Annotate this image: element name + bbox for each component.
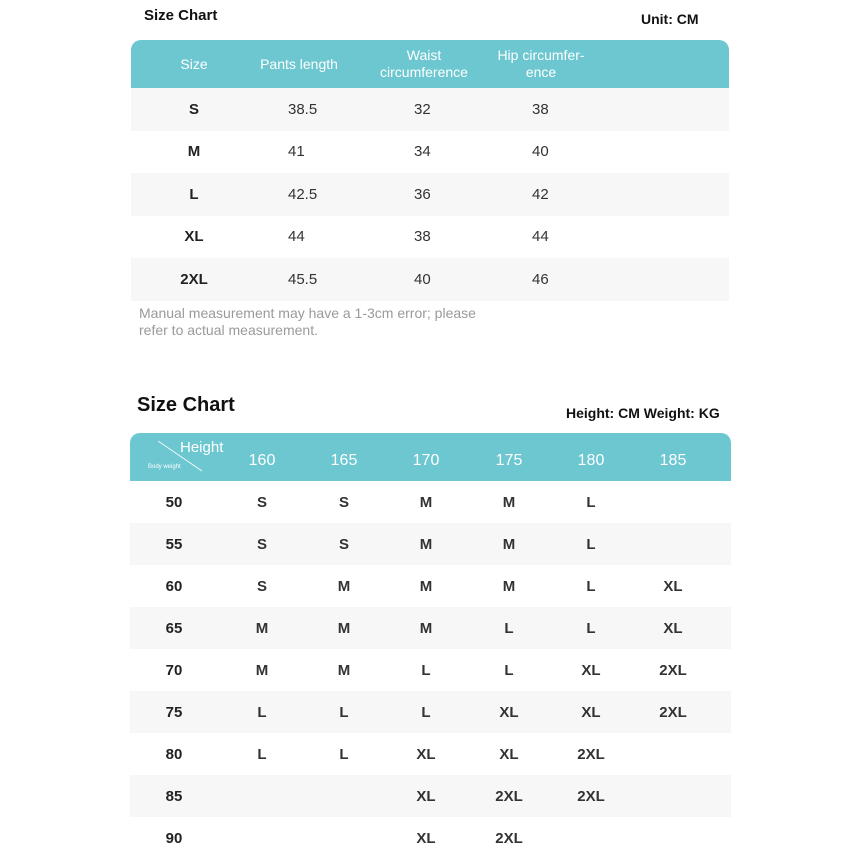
value-cell: 44 — [288, 228, 305, 246]
height-header-cell: 160 — [248, 452, 276, 469]
value-cell: 38 — [414, 228, 431, 246]
size-cell — [643, 523, 703, 565]
size-cell: 2XL — [659, 703, 687, 721]
header-text: Hip circumfer- — [497, 47, 585, 63]
table-row — [130, 565, 731, 607]
size-cell: M — [419, 535, 433, 553]
size-cell — [643, 733, 703, 775]
size-cell: L — [421, 703, 431, 721]
table-row — [131, 258, 729, 301]
size-cell: S — [256, 493, 267, 511]
value-cell: 44 — [532, 228, 549, 246]
height-header-cell: 175 — [495, 452, 523, 469]
size-cell: S — [338, 535, 349, 553]
size-cell: L — [586, 535, 596, 553]
size-cell: M — [419, 577, 433, 595]
table-row — [131, 131, 729, 174]
table-row — [131, 88, 729, 131]
height-header-cell: 180 — [577, 452, 605, 469]
size-cell: S — [338, 493, 349, 511]
value-cell: 32 — [414, 100, 431, 118]
size-cell: 2XL — [495, 829, 523, 847]
size-cell: L — [586, 619, 596, 637]
header-text: Waist — [406, 47, 442, 63]
size-cell: M — [502, 577, 516, 595]
size-cell: 2XL — [495, 787, 523, 805]
size-cell: XL — [663, 577, 683, 595]
size-cell: S — [188, 100, 199, 118]
size-cell: L — [339, 745, 349, 763]
header-cell — [249, 40, 349, 88]
size-cell: L — [189, 185, 199, 203]
size-cell: L — [504, 661, 514, 679]
value-cell: 40 — [532, 143, 549, 161]
size-cell: XL — [581, 661, 601, 679]
note-line: refer to actual measurement. — [139, 322, 318, 338]
corner-label-height: Height — [180, 439, 224, 456]
header-text: Pants length — [260, 55, 338, 72]
weight-cell: 75 — [165, 703, 183, 721]
header-text: Size — [180, 55, 208, 72]
size-cell: M — [419, 493, 433, 511]
unit-label-2: Height: CM Weight: KG — [566, 405, 720, 421]
size-cell: M — [337, 577, 351, 595]
size-cell: S — [256, 535, 267, 553]
size-cell: M — [255, 661, 269, 679]
size-cell: L — [339, 703, 349, 721]
size-cell — [232, 817, 292, 859]
size-cell: XL — [663, 619, 683, 637]
size-cell: XL — [416, 745, 436, 763]
weight-cell: 85 — [165, 787, 183, 805]
size-cell — [643, 481, 703, 523]
weight-cell: 90 — [165, 829, 183, 847]
value-cell: 41 — [288, 143, 305, 161]
size-cell: XL — [499, 703, 519, 721]
weight-cell: 70 — [165, 661, 183, 679]
size-cell: M — [187, 143, 201, 161]
weight-cell: 50 — [165, 493, 183, 511]
value-cell: 42 — [532, 185, 549, 203]
size-table-recommendation — [130, 433, 731, 859]
size-cell — [643, 775, 703, 817]
table-row — [130, 817, 731, 859]
size-cell: M — [255, 619, 269, 637]
value-cell: 45.5 — [288, 270, 318, 288]
size-cell: M — [337, 661, 351, 679]
weight-cell: 80 — [165, 745, 183, 763]
size-cell — [314, 817, 374, 859]
table-body — [130, 481, 731, 859]
header-cell — [486, 40, 596, 88]
value-cell: 46 — [532, 270, 549, 288]
table-row — [130, 691, 731, 733]
table-row — [130, 649, 731, 691]
value-cell: 36 — [414, 185, 431, 203]
size-cell: L — [586, 493, 596, 511]
size-cell: XL — [499, 745, 519, 763]
size-cell: 2XL — [577, 745, 605, 763]
table-body — [131, 88, 729, 301]
table-row — [130, 775, 731, 817]
value-cell: 40 — [414, 270, 431, 288]
size-cell: 2XL — [659, 661, 687, 679]
note-line: Manual measurement may have a 1-3cm error; please — [139, 305, 476, 321]
size-cell — [314, 775, 374, 817]
height-header-cell: 165 — [330, 452, 358, 469]
header-text: ence — [525, 64, 557, 80]
size-cell: 2XL — [577, 787, 605, 805]
size-cell: XL — [416, 787, 436, 805]
header-cell — [369, 40, 479, 88]
size-cell: L — [586, 577, 596, 595]
table-header — [130, 433, 731, 481]
size-cell: 2XL — [180, 270, 208, 288]
table-row — [130, 523, 731, 565]
size-cell: S — [256, 577, 267, 595]
size-cell: L — [257, 703, 267, 721]
table-row — [130, 607, 731, 649]
size-cell — [232, 775, 292, 817]
size-chart-title-1: Size Chart — [144, 7, 218, 24]
unit-label-1: Unit: CM — [641, 11, 699, 27]
size-cell: L — [257, 745, 267, 763]
size-table-measurements — [131, 40, 729, 301]
value-cell: 42.5 — [288, 185, 318, 203]
size-cell: M — [502, 493, 516, 511]
height-header-cell: 185 — [659, 452, 687, 469]
value-cell: 34 — [414, 143, 431, 161]
size-cell: L — [421, 661, 431, 679]
weight-cell: 60 — [165, 577, 183, 595]
table-row — [130, 733, 731, 775]
size-cell: XL — [416, 829, 436, 847]
table-header — [131, 40, 729, 88]
size-cell: L — [504, 619, 514, 637]
size-cell: XL — [581, 703, 601, 721]
table-row — [131, 173, 729, 216]
value-cell: 38 — [532, 100, 549, 118]
weight-cell: 65 — [165, 619, 183, 637]
header-text: circumference — [380, 64, 468, 80]
size-cell — [643, 817, 703, 859]
size-cell: XL — [184, 228, 204, 246]
size-cell: M — [337, 619, 351, 637]
header-cell — [154, 40, 234, 88]
value-cell: 38.5 — [288, 100, 318, 118]
size-chart-title-2: Size Chart — [137, 394, 235, 416]
size-cell — [561, 817, 621, 859]
corner-label-weight: Body weight — [148, 464, 181, 470]
table-row — [131, 216, 729, 259]
size-cell: M — [502, 535, 516, 553]
height-header-cell: 170 — [412, 452, 440, 469]
weight-cell: 55 — [165, 535, 183, 553]
measurement-note — [139, 305, 539, 339]
size-cell: M — [419, 619, 433, 637]
table-row — [130, 481, 731, 523]
